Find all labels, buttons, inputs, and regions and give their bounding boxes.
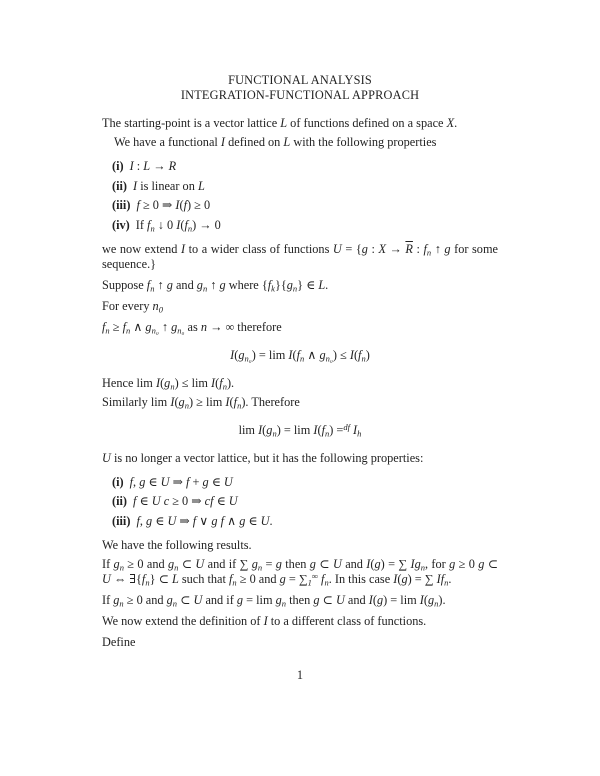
paragraph-similarly: Similarly $\lim I(g_n) \ge \lim I(f_n)$. Therefore	[102, 394, 300, 410]
paragraph-extend-definition: We now extend the definition of I to a different class of functions.	[102, 613, 427, 628]
properties-list-U	[112, 475, 498, 529]
list-item	[112, 475, 498, 490]
paragraph-results-intro: We have the following results.	[102, 537, 252, 552]
list-item-label: (iii)	[112, 513, 131, 528]
paragraph-define: Define	[102, 634, 136, 649]
list-item	[112, 159, 498, 174]
list-item-label: (iv)	[112, 217, 130, 232]
equation-1: $I(g_{n_0}) = \lim I(f_n$ ∧ $g_{n_0}) \le I(f_n)$	[230, 347, 370, 363]
list-item-label: (i)	[112, 474, 124, 489]
paragraph-monotone: $f_n \ge f_n$ ∧ $g_{n_0}$ ↑ $g_{n_0}$ as n → ∞ therefore	[102, 319, 282, 335]
paragraph-starting-point: The starting-point is a vector lattice L of functions defined on a space X.	[102, 116, 458, 130]
paragraph-functional-intro: We have a functional I defined on L with the following properties	[114, 135, 437, 149]
equation-2: $\lim I(g_n) = \lim I(f_n) =^{df}$ $I_h$	[238, 421, 362, 438]
list-item-label: (ii)	[112, 178, 128, 193]
list-item	[112, 198, 498, 213]
list-item	[112, 179, 498, 194]
properties-list-functional	[112, 159, 498, 233]
paragraph-hence: Hence $\lim I(g_n) \le \lim I(f_n)$.	[102, 375, 235, 391]
document-title	[102, 73, 498, 103]
paragraph-result-2: If $g_n \ge 0$ and $g_n$ ⊂ U and if $g = \lim g_n$ then g ⊂ U and $I(g) = \lim I(g_n)$.	[102, 592, 446, 608]
title-line-2: INTEGRATION-FUNCTIONAL APPROACH	[180, 88, 420, 102]
paragraph-u-properties-intro: U is no longer a vector lattice, but it has the following properties:	[102, 450, 424, 465]
list-item-text: f, g ∈ U ⇒ f + g ∈ U	[129, 474, 233, 489]
list-item-text: I : L → R	[129, 159, 177, 173]
list-item-text: f, g ∈ U ⇒ f ∨ g f ∧ g ∈ U.	[136, 513, 273, 528]
list-item-label: (iii)	[112, 198, 131, 212]
list-item-text: f ∈ U c ≥ 0 ⇒ cf ∈ U	[133, 494, 238, 508]
list-item-text: If $f_n$ ↓ 0 $I(f_n) \to 0$	[135, 217, 221, 233]
list-item	[112, 494, 498, 509]
paragraph-for-every: For every $n_0$	[102, 298, 163, 314]
list-item-label: (i)	[112, 159, 124, 173]
list-item	[112, 218, 498, 233]
paragraph-result-1: If $g_n \ge 0$ and $g_n$ ⊂ U and if ∑ $g_n = g$ then g ⊂ U and I(g) = ∑ $Ig_n$, for g ≥ 0 g ⊂ U ⇔ $\exists\{f_n\}$ ⊂ L such that $f_n \ge 0$ and $g = \sum_1^\infty$ $f_n$. In this case I(g) = ∑ $If_n$.	[102, 556, 499, 587]
list-item-text: I is linear on L	[133, 178, 205, 193]
list-item-text: f ≥ 0 ⇒ I(f) ≥ 0	[136, 198, 211, 212]
paragraph-suppose: Suppose $f_n$ ↑ g and $g_n$ ↑ g where $\{f_k\}\{g_n\}$ ∈ L.	[102, 277, 329, 293]
title-line-1: FUNCTIONAL ANALYSIS	[228, 73, 372, 87]
page-number: 1	[296, 668, 304, 682]
list-item	[112, 514, 498, 529]
list-item-label: (ii)	[112, 494, 128, 508]
paragraph-extend-U: we now extend I to a wider class of functions U = {g : $X \to \overline{R}$ : $f_n$ ↑ g for some sequence.}	[102, 241, 498, 271]
